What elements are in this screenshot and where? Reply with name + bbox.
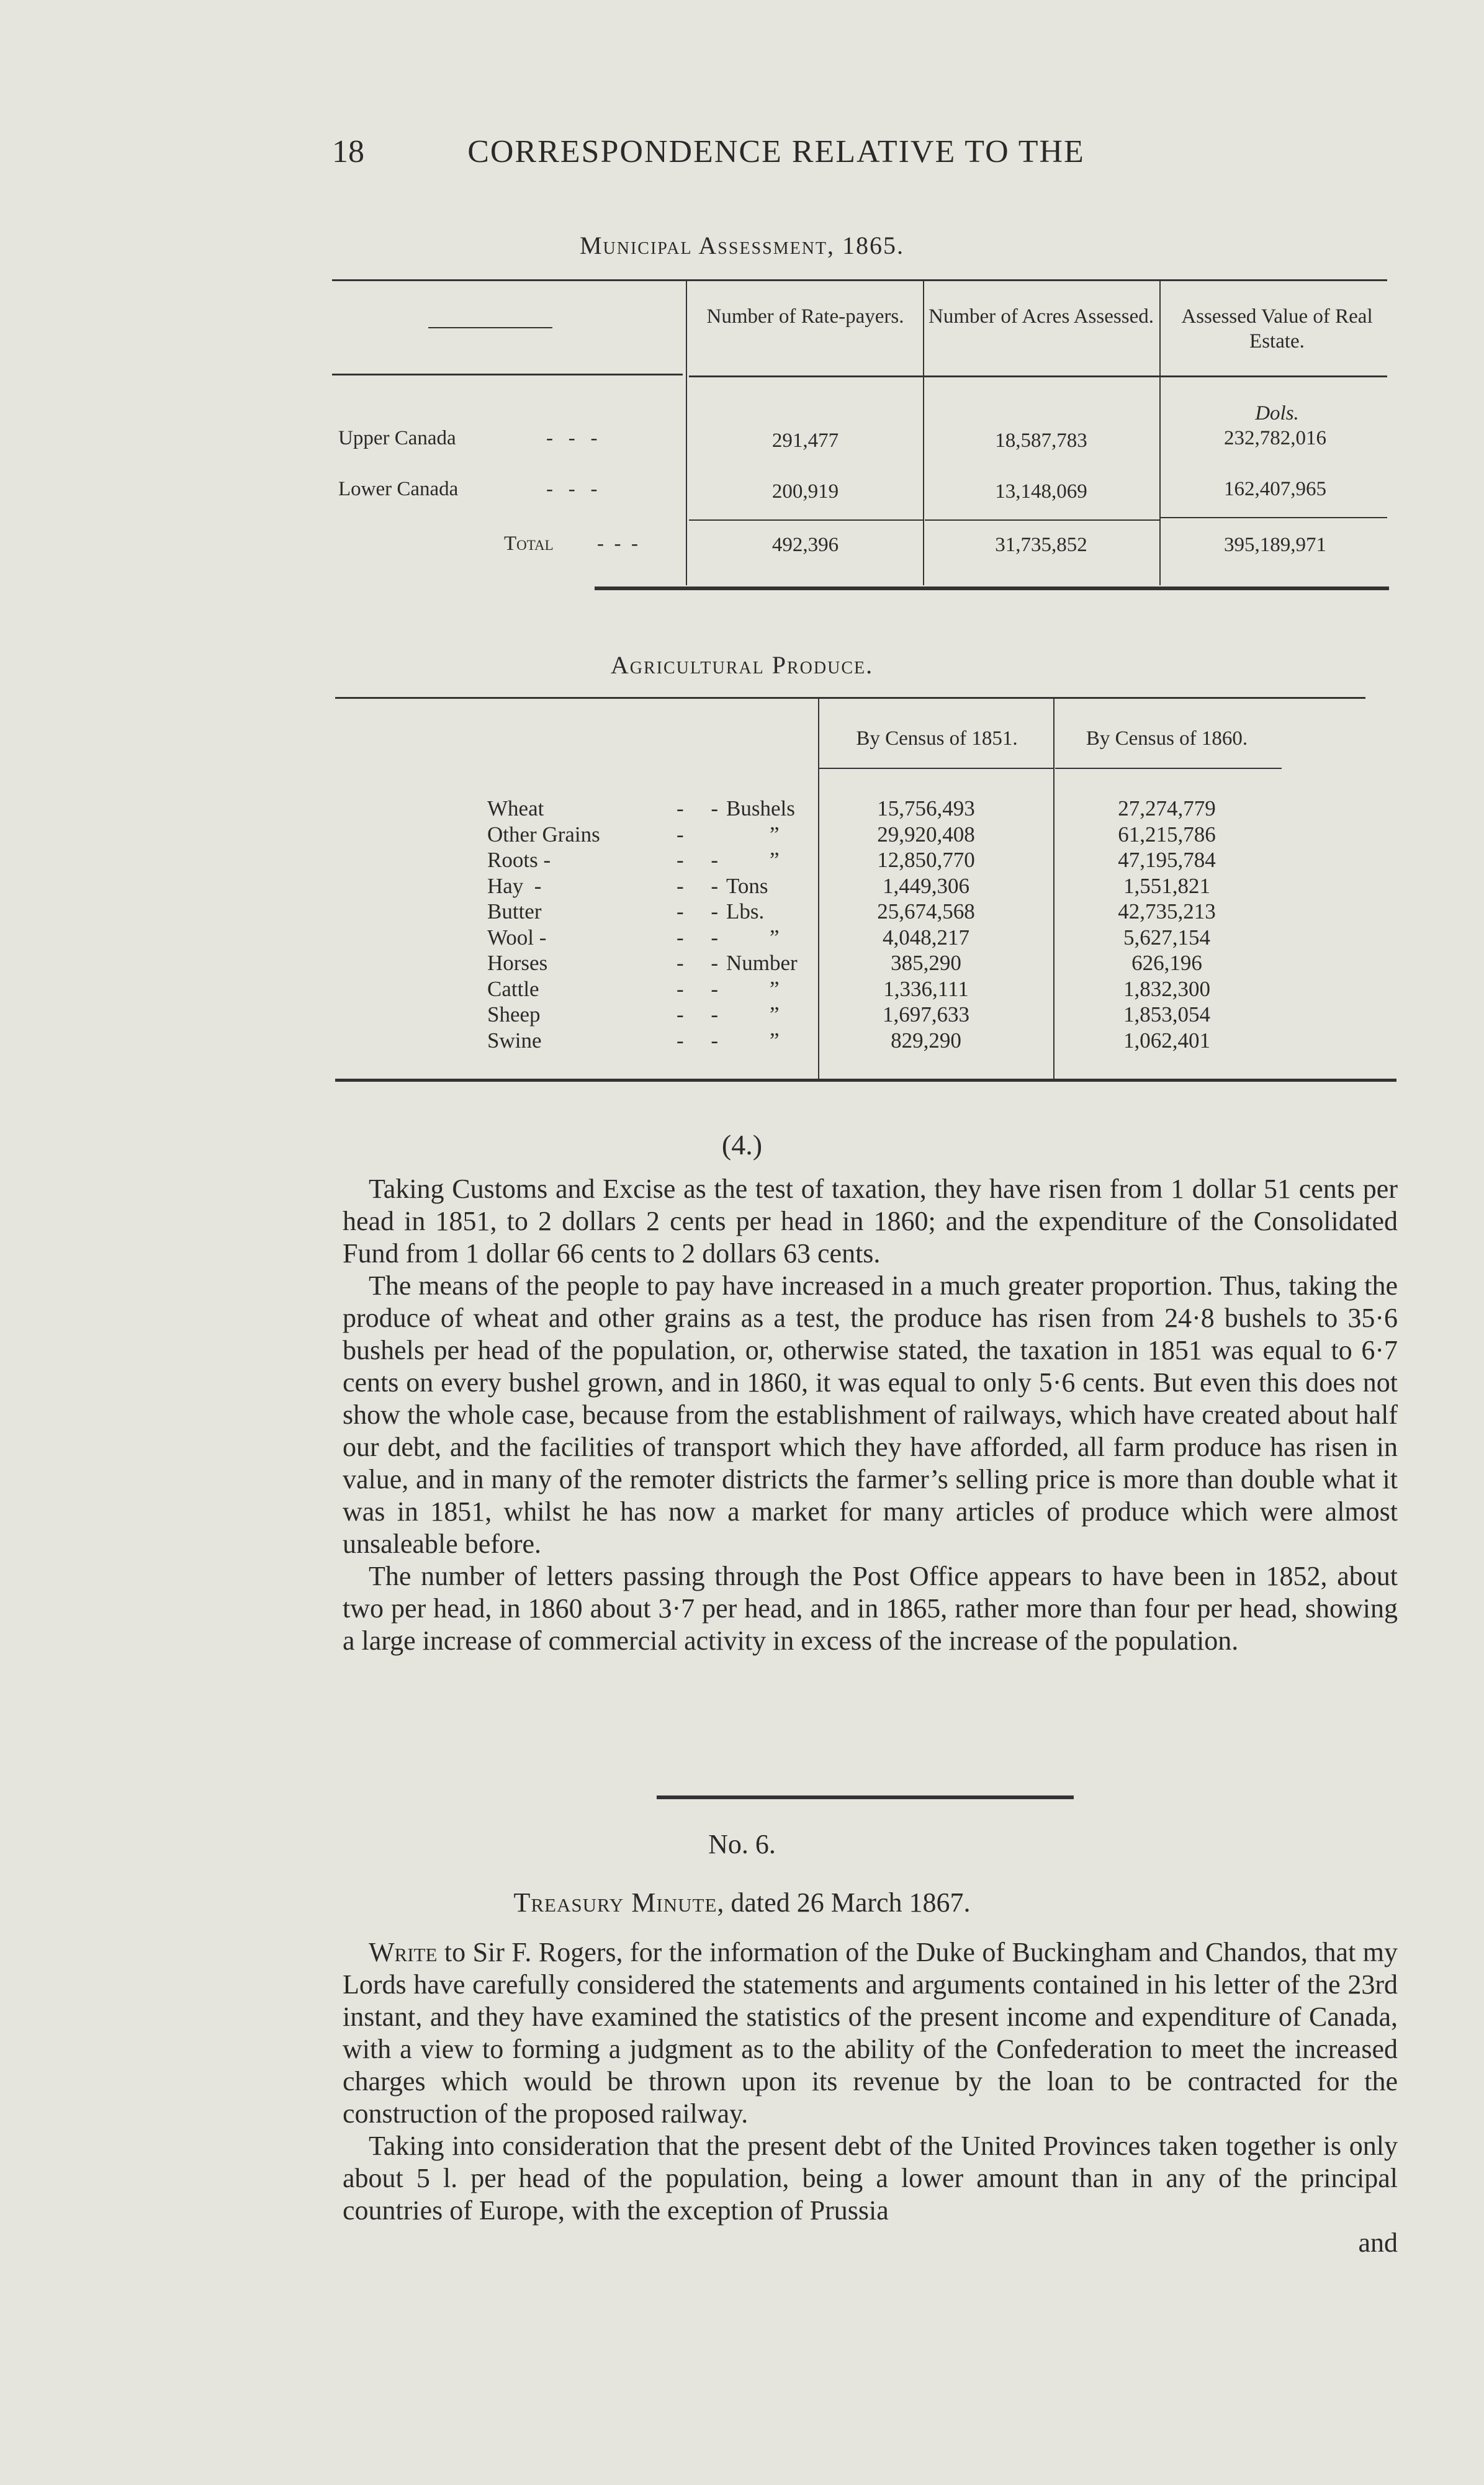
header-rule	[1055, 768, 1282, 769]
value-1851: 1,449,306	[883, 873, 969, 898]
leader-dashes: - -	[677, 1002, 719, 1027]
table-rule	[335, 697, 1365, 699]
paragraph: Taking into consideration that the present debt of the United Provinces taken together is only about 5 l. per head of the population, being a lower amount than in any of the principal countries of Europe, with the exception of Prussia	[343, 2131, 1398, 2226]
lead-word: Write	[369, 1937, 438, 1967]
row-unit: ”	[770, 925, 780, 950]
acres-value: 13,148,069	[995, 480, 1087, 503]
page-number: 18	[332, 134, 364, 169]
row-unit: Tons	[726, 873, 768, 898]
leader-dashes: - - -	[546, 427, 598, 449]
table-bottom-rule	[595, 586, 1389, 590]
column-header-acres: Number of Acres Assessed.	[929, 305, 1154, 328]
total-rule	[689, 519, 924, 521]
section-divider	[657, 1795, 1074, 1799]
total-ratepayers: 492,396	[771, 534, 839, 556]
row-item: Horses	[487, 951, 548, 975]
row-item: Hay -	[487, 873, 542, 898]
header-rule	[819, 768, 1053, 769]
value-1860: 27,274,779	[1118, 796, 1216, 820]
value-1860: 1,853,054	[1123, 1002, 1210, 1027]
leader-dashes: -	[677, 822, 684, 847]
value-1851: 385,290	[891, 951, 961, 975]
value-1860: 47,195,784	[1118, 848, 1216, 872]
row-unit: ”	[770, 1002, 780, 1027]
table-bottom-rule	[335, 1079, 1396, 1082]
paragraph: Write to Sir F. Rogers, for the information of the Duke of Buckingham and Chandos, that my Lords have carefully considered the statements and arguments contained in his letter of the 23rd instant, and they have examined the statistics of the present income and expenditure of Canada, with a view to forming a judgment as to the ability of the Confederation to meet the increased charges which would be thrown upon its revenue by the loan to be contracted for the construction of the proposed railway.	[343, 1937, 1398, 2129]
total-acres: 31,735,852	[995, 534, 1087, 556]
header-blank-rule	[428, 327, 552, 328]
leader-dashes: - -	[677, 925, 719, 950]
document-number: No. 6.	[708, 1829, 776, 1859]
catchword: and	[1358, 2227, 1398, 2258]
paragraph: The number of letters passing through the Post Office appears to have been in 1852, about two per head, in 1860 about 3·7 per head, and in 1865, rather more than four per head, showing a large increase of commercial activity in excess of the increase of the population.	[343, 1561, 1398, 1656]
row-unit: Number	[726, 951, 798, 975]
value-1851: 4,048,217	[883, 925, 969, 950]
leader-dashes: - - -	[546, 478, 598, 500]
column-header-value: Assessed Value of Real Estate.	[1181, 305, 1373, 353]
row-unit: ”	[770, 1028, 780, 1053]
column-divider	[923, 281, 924, 585]
assessed-value: 232,782,016	[1224, 427, 1326, 449]
no6-body	[343, 1936, 1398, 2259]
paragraph: Taking Customs and Excise as the test of taxation, they have risen from 1 dollar 51 cents per head in 1851, to 2 dollars 2 cents per head in 1860; and the expenditure of the Consolidated Fund from 1 dollar 66 cents to 2 dollars 63 cents.	[343, 1174, 1398, 1269]
value-1851: 829,290	[891, 1028, 961, 1053]
value-1860: 61,215,786	[1118, 822, 1216, 847]
table-rule	[332, 279, 1387, 281]
minute-date: , dated 26 March 1867.	[717, 1887, 971, 1918]
table-row	[487, 796, 1294, 822]
leader-dashes: - -	[677, 848, 719, 872]
row-item: Roots -	[487, 848, 551, 872]
section-heading-4: (4.)	[721, 1129, 763, 1161]
paragraph: The means of the people to pay have increased in a much greater proportion. Thus, taking the produce of wheat and other grains as a test, the produce has risen from 24·8 bushels to 35·6 bushels per head of the population, or, otherwise stated, the taxation in 1851 was equal to 6·7 cents on every bushel grown, and in 1860, it was equal to only 5·6 cents. But even this does not show the whole case, because from the establishment of railways, which have created about half our debt, and the facilities of transport which they have afforded, all farm produce has risen in value, and in many of the remoter districts the farmer’s selling price is more than double what it was in 1851, whilst he has now a market for many articles of produce which were almost unsaleable before.	[343, 1270, 1398, 1559]
row-item: Cattle	[487, 976, 539, 1001]
value-1860: 1,832,300	[1123, 976, 1210, 1001]
header-rule	[332, 374, 683, 375]
minute-title-line	[0, 1887, 1484, 1918]
leader-dashes: - - -	[597, 532, 638, 555]
leader-dashes: - -	[677, 951, 719, 975]
table-row	[487, 951, 1294, 977]
row-item: Sheep	[487, 1002, 541, 1027]
total-rule	[1161, 517, 1387, 518]
running-title: CORRESPONDENCE RELATIVE TO THE	[467, 134, 1085, 169]
column-header-ratepayers: Number of Rate-payers.	[706, 305, 904, 328]
row-label: Upper Canada	[338, 427, 456, 449]
column-divider	[1159, 281, 1161, 585]
row-item: Wheat	[487, 796, 544, 820]
row-unit: ”	[770, 822, 780, 847]
value-1851: 15,756,493	[877, 796, 975, 820]
value-1851: 29,920,408	[877, 822, 975, 847]
leader-dashes: - -	[677, 976, 719, 1001]
value-1860: 5,627,154	[1123, 925, 1210, 950]
table-row	[487, 848, 1294, 874]
table-row	[487, 822, 1294, 848]
unit-label: Dols.	[1255, 402, 1299, 425]
value-1860: 1,551,821	[1123, 873, 1210, 898]
total-value: 395,189,971	[1224, 534, 1326, 556]
minute-title: Treasury Minute	[513, 1887, 717, 1918]
leader-dashes: - -	[677, 873, 719, 898]
table-row	[487, 1028, 1294, 1054]
column-header-1860: By Census of 1860.	[1086, 727, 1248, 750]
total-label: Total	[504, 532, 554, 555]
table-row	[487, 977, 1294, 1003]
row-item: Butter	[487, 899, 542, 923]
value-1851: 12,850,770	[877, 848, 975, 872]
value-1851: 25,674,568	[877, 899, 975, 923]
ratepayers-value: 200,919	[771, 480, 839, 503]
table-row	[487, 925, 1294, 951]
municipal-table-title: Municipal Assessment, 1865.	[579, 231, 905, 259]
value-1860: 42,735,213	[1118, 899, 1216, 923]
row-unit: Bushels	[726, 796, 795, 820]
row-unit: ”	[770, 976, 780, 1001]
table-row	[487, 874, 1294, 900]
leader-dashes: - -	[677, 1028, 719, 1053]
row-item: Swine	[487, 1028, 542, 1053]
table-row	[487, 899, 1294, 925]
value-1860: 1,062,401	[1123, 1028, 1210, 1053]
row-label: Lower Canada	[338, 478, 459, 500]
agricultural-table-title: Agricultural Produce.	[610, 651, 874, 679]
header-rule	[689, 375, 1387, 377]
total-rule	[925, 519, 1159, 521]
value-1860: 626,196	[1131, 951, 1202, 975]
row-item: Other Grains	[487, 822, 600, 847]
acres-value: 18,587,783	[995, 429, 1087, 452]
ratepayers-value: 291,477	[771, 429, 839, 452]
row-item: Wool -	[487, 925, 547, 950]
column-header-1851: By Census of 1851.	[856, 727, 1018, 750]
column-divider	[686, 281, 687, 585]
assessed-value: 162,407,965	[1224, 478, 1326, 500]
row-unit: Lbs.	[726, 899, 765, 923]
value-1851: 1,697,633	[883, 1002, 969, 1027]
row-unit: ”	[770, 848, 780, 872]
leader-dashes: - -	[677, 899, 719, 923]
leader-dashes: - -	[677, 796, 719, 820]
value-1851: 1,336,111	[883, 976, 969, 1001]
table-row	[487, 1002, 1294, 1028]
section-4-body	[343, 1173, 1398, 1657]
